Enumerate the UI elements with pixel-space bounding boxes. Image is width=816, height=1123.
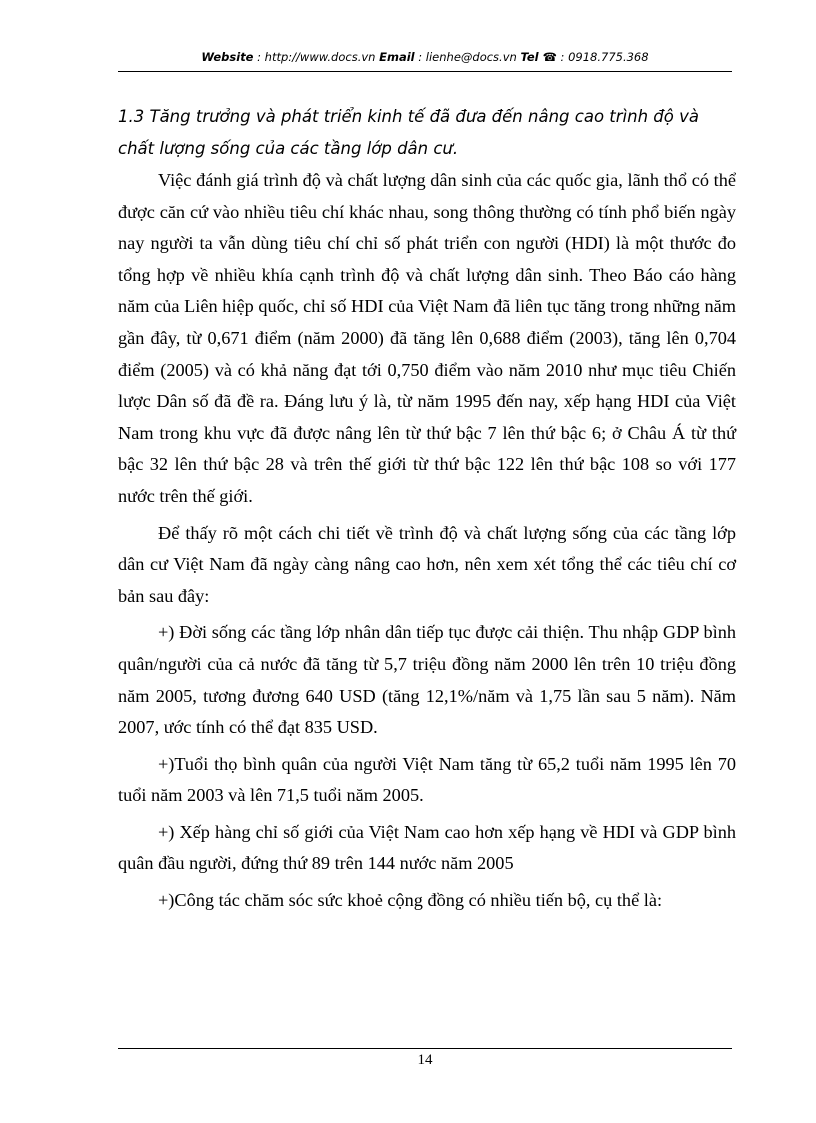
page-number: 14 <box>417 1052 433 1068</box>
tel-number: : 0918.775.368 <box>556 50 649 64</box>
paragraph-overview: Để thấy rõ một cách chi tiết về trình độ và chất lượng sống của các tầng lớp dân cư Việt Nam đã ngày càng nâng cao hơn, nên xem xét tổng thể các tiêu chí cơ bản sau đây: <box>118 522 736 606</box>
header-divider <box>118 71 732 72</box>
paragraph-healthcare: +)Công tác chăm sóc sức khoẻ cộng đồng có nhiều tiến bộ, cụ thể là: <box>158 890 663 911</box>
document-body <box>118 165 736 922</box>
paragraph-gender-index: +) Xếp hàng chỉ số giới của Việt Nam cao hơn xếp hạng về HDI và GDP bình quân đầu người, đứng thứ 89 trên 144 nước năm 2005 <box>118 821 736 874</box>
page-header <box>118 50 732 64</box>
email-address: : lienhe@docs.vn <box>414 50 521 64</box>
tel-label: Tel <box>520 50 539 64</box>
section-heading: 1.3 Tăng trưởng và phát triển kinh tế đã đưa đến nâng cao trình độ và chất lượng sống của các tầng lớp dân cư. <box>118 107 699 158</box>
paragraph-gdp: +) Đời sống các tầng lớp nhân dân tiếp tục được cải thiện. Thu nhập GDP bình quân/người của cả nước đã tăng từ 5,7 triệu đồng năm 2000 lên trên 10 triệu đồng năm 2005, tương đương 640 USD (tăng 12,1%/năm và 1,75 lần sau 5 năm). Năm 2007, ước tính có thể đạt 835 USD. <box>118 622 736 738</box>
website-url: : http://www.docs.vn <box>253 50 380 64</box>
website-label: Website <box>201 50 254 64</box>
footer-divider <box>118 1048 732 1049</box>
phone-icon: ☎ <box>538 50 557 64</box>
paragraph-hdi: Việc đánh giá trình độ và chất lượng dân sinh của các quốc gia, lãnh thổ có thể được căn cứ vào nhiều tiêu chí khác nhau, song thông thường có tính phổ biến ngày nay người ta vẫn dùng tiêu chí chỉ số phát triển con người (HDI) là một thước đo tổng hợp về nhiều khía cạnh trình độ và chất lượng dân sinh. Theo Báo cáo hàng năm của Liên hiệp quốc, chỉ số HDI của Việt Nam đã liên tục tăng trong những năm gần đây, từ 0,671 điểm (năm 2000) đã tăng lên 0,688 điểm (2003), tăng lên 0,704 điểm (2005) và có khả năng đạt tới 0,750 điểm vào năm 2010 như mục tiêu Chiến lược Dân số đã đề ra. Đáng lưu ý là, từ năm 1995 đến nay, xếp hạng HDI của Việt Nam trong khu vực đã được nâng lên từ thứ bậc 7 lên thứ bậc 6; ở Châu Á từ thứ bậc 32 lên thứ bậc 28 và trên thế giới từ thứ bậc 122 lên thứ bậc 108 so với 177 nước trên thế giới. <box>118 170 736 506</box>
email-label: Email <box>379 50 415 64</box>
paragraph-life-expectancy: +)Tuổi thọ bình quân của người Việt Nam tăng từ 65,2 tuổi năm 1995 lên 70 tuổi năm 2003 và lên 71,5 tuổi năm 2005. <box>118 753 736 806</box>
